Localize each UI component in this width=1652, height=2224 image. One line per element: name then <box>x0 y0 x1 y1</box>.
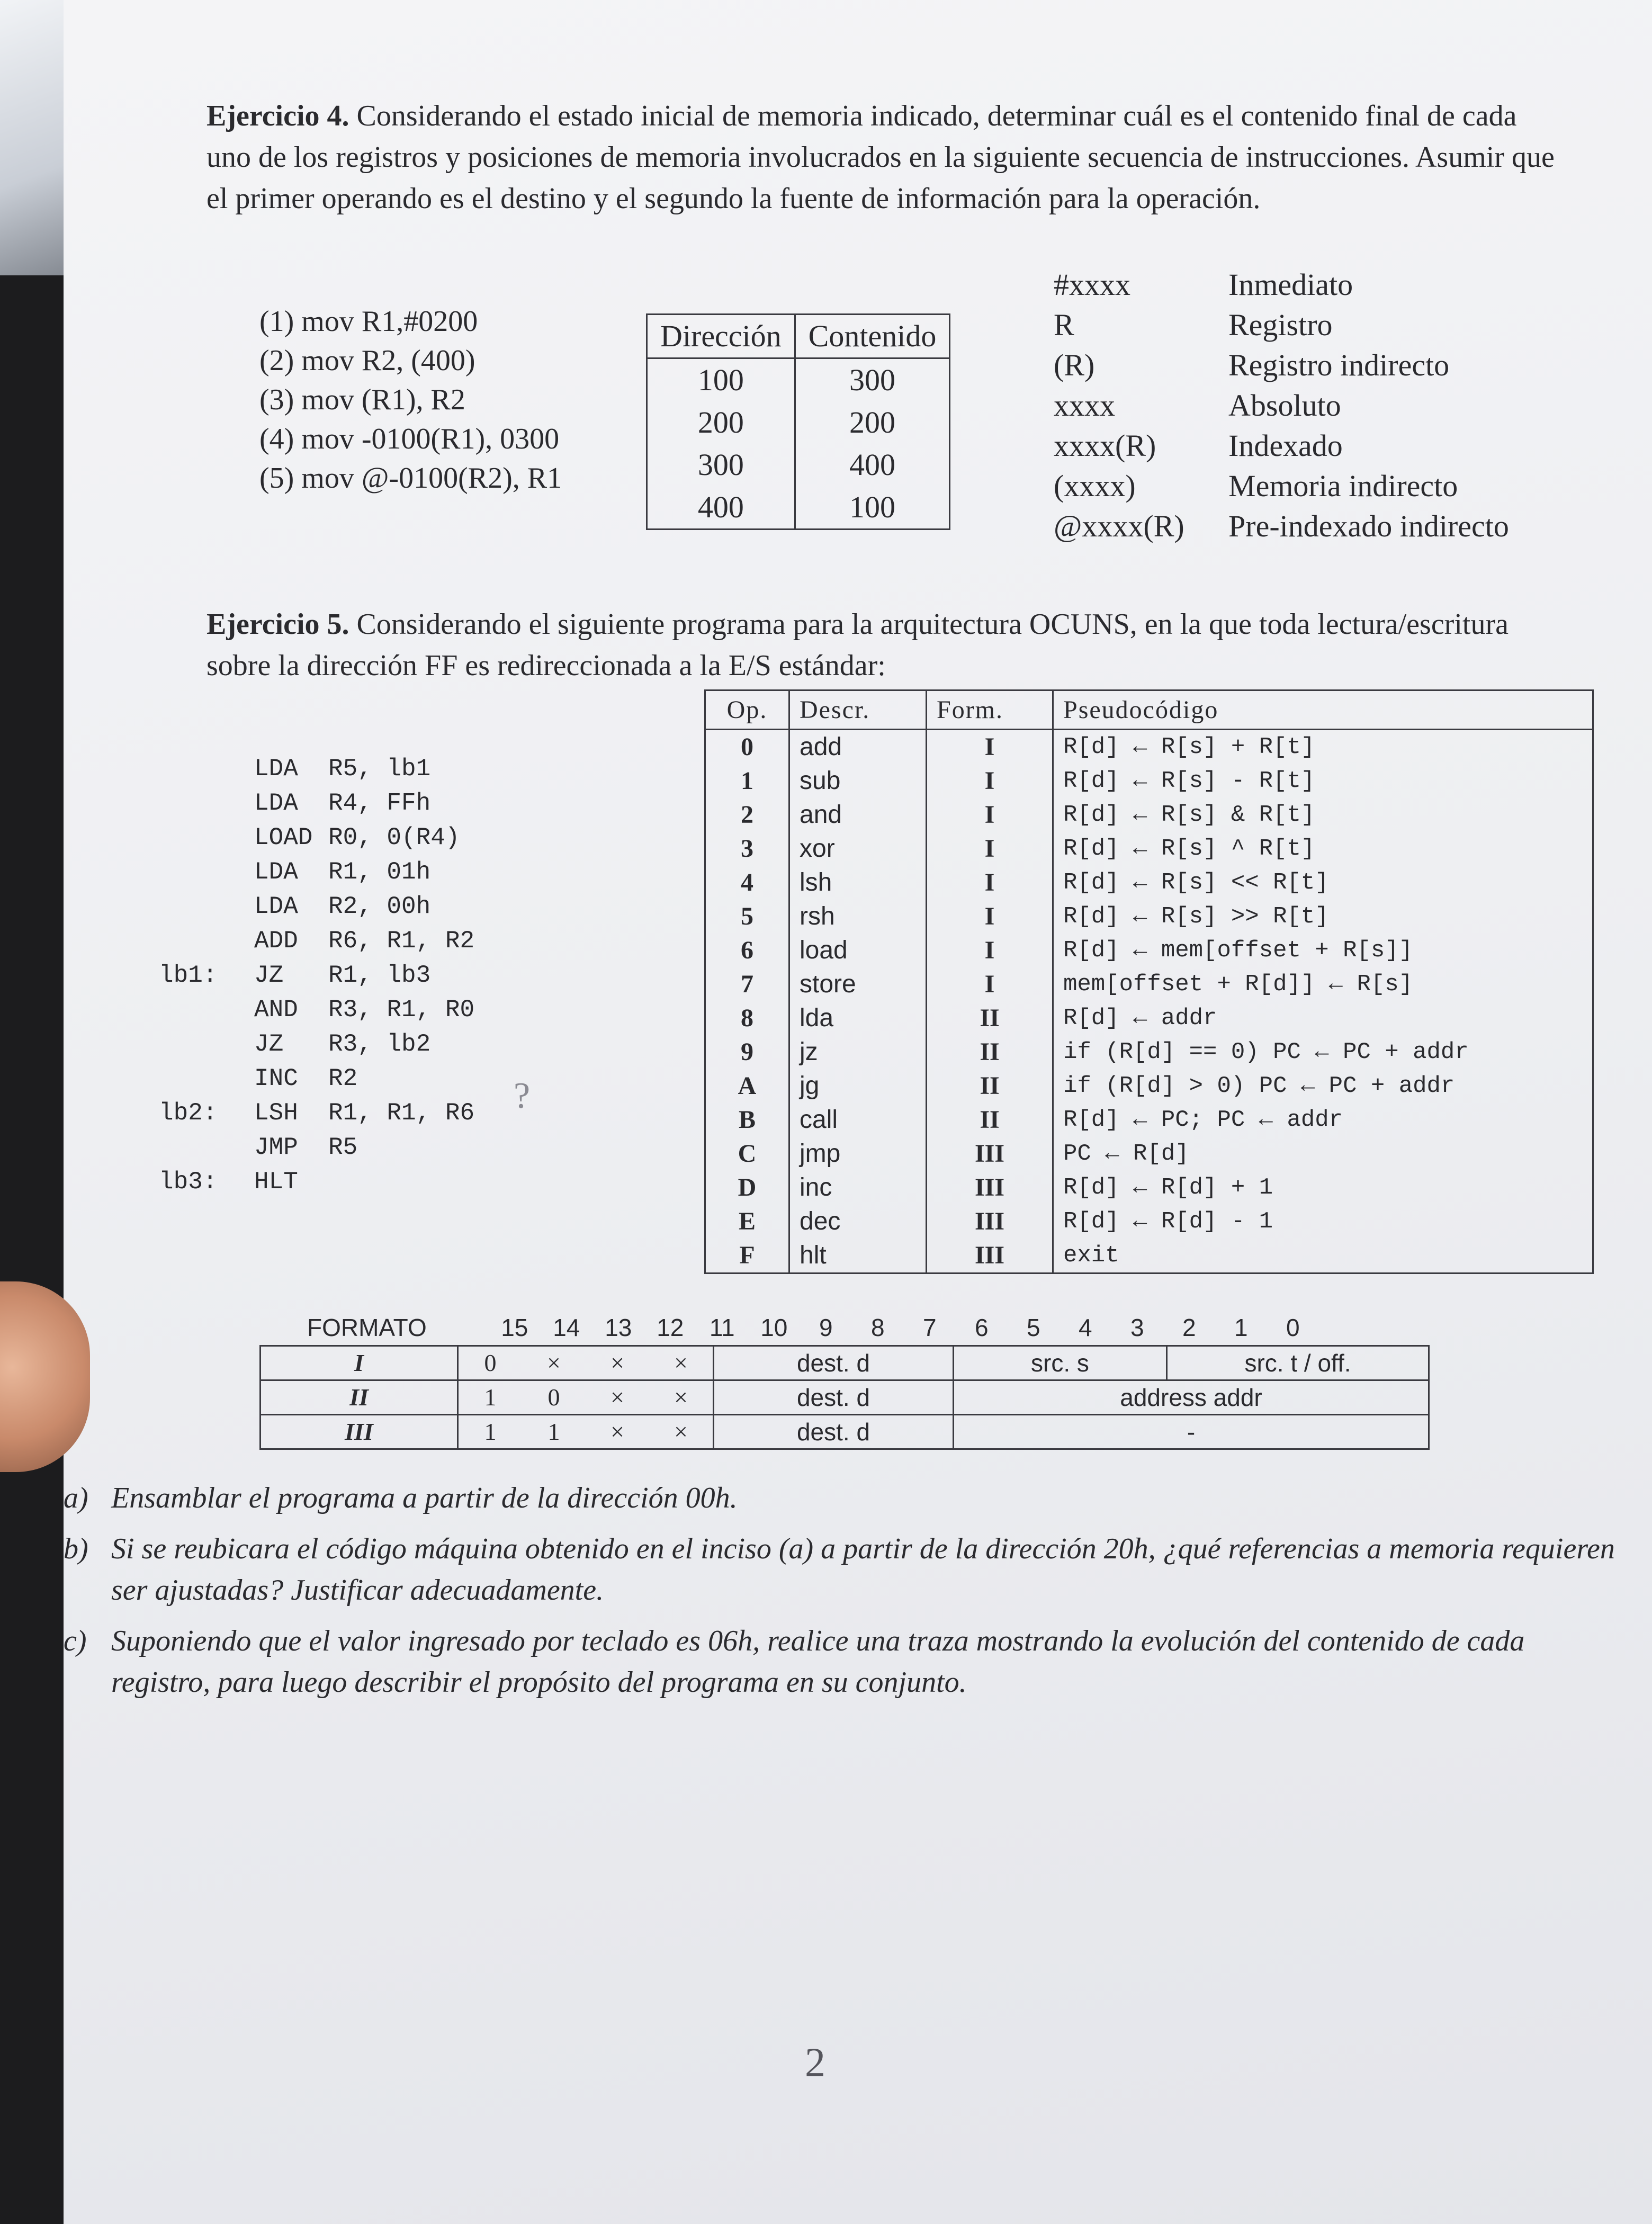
opcode-pseudocode: if (R[d] == 0) PC ← PC + addr <box>1053 1035 1593 1069</box>
format-name: III <box>261 1415 458 1449</box>
page-number: 2 <box>805 2039 825 2085</box>
opcode-format: III <box>927 1239 1053 1274</box>
mode-row <box>1054 345 1509 385</box>
line-args: R6, R1, R2 <box>328 927 475 955</box>
opcode-pseudocode: R[d] ← R[s] + R[t] <box>1053 730 1593 765</box>
line-args: R1, lb3 <box>328 962 431 989</box>
field-dest: dest. d <box>714 1346 954 1380</box>
opcode-description: jmp <box>789 1137 927 1171</box>
program-line <box>159 993 474 1027</box>
opcode-pseudocode: R[d] ← PC; PC ← addr <box>1053 1103 1593 1137</box>
opcode-format: III <box>927 1171 1053 1205</box>
opcode-format: I <box>927 866 1053 900</box>
opcode-value: A <box>705 1069 789 1103</box>
line-op: JZ <box>254 962 284 989</box>
line-op: JMP <box>254 1134 298 1161</box>
memory-table <box>646 313 950 530</box>
line-args: R0, 0(R4) <box>328 824 460 851</box>
program-line <box>159 1062 474 1096</box>
bit-number: 8 <box>870 1314 885 1341</box>
exercise-4-text: Considerando el estado inicial de memoria indicado, determinar cuál es el contenido final de cada uno de los registros y posiciones de memoria involucrados en la siguiente secuencia de instrucciones. Asumir que el primer operando es el destino y el segundo la fuente de información para la operación. <box>206 100 1555 215</box>
mode-notation: R <box>1054 308 1074 342</box>
opcode-pseudocode: R[d] ← mem[offset + R[s]] <box>1053 934 1593 967</box>
line-op: INC <box>254 1065 298 1092</box>
mode-name: Registro indirecto <box>1228 348 1450 382</box>
opcode-description: jz <box>789 1035 927 1069</box>
opcode-description: load <box>789 934 927 967</box>
line-op: AND <box>254 996 298 1024</box>
bit-number: 3 <box>1130 1314 1144 1341</box>
opcode-value: 2 <box>705 798 789 832</box>
opcode-description: rsh <box>789 900 927 934</box>
opcode-table <box>704 689 1594 1274</box>
bit-15: 1 <box>458 1380 523 1415</box>
memory-header-address: Dirección <box>647 315 795 358</box>
bit-15: 0 <box>458 1346 523 1380</box>
line-op: LSH <box>254 1099 298 1127</box>
line-label: lb3: <box>159 1168 218 1196</box>
memory-content: 100 <box>795 486 950 530</box>
question-text: Si se reubicara el código máquina obtenido en el inciso (a) a partir de la dirección 20h, ¿qué referencias a memoria requieren ser ajustadas? Justificar adecuadamente. <box>111 1532 1615 1607</box>
opcode-description: add <box>789 730 927 765</box>
opcode-format: III <box>927 1137 1053 1171</box>
opcode-row <box>705 866 1593 900</box>
mode-notation: xxxx <box>1054 388 1115 423</box>
opcode-description: lda <box>789 1001 927 1035</box>
memory-content: 200 <box>795 401 950 444</box>
line-op: LDA <box>254 790 298 817</box>
bit-number: 15 <box>501 1314 528 1341</box>
opcode-format: II <box>927 1103 1053 1137</box>
opcode-row <box>705 730 1593 765</box>
opcode-pseudocode: R[d] ← R[d] + 1 <box>1053 1171 1593 1205</box>
opcode-description: hlt <box>789 1239 927 1274</box>
format-name: II <box>261 1380 458 1415</box>
program-line <box>159 1165 474 1199</box>
opcode-format: I <box>927 967 1053 1001</box>
opcode-format: II <box>927 1035 1053 1069</box>
exercise-5-heading: Ejercicio 5. <box>206 608 349 641</box>
opcode-pseudocode: PC ← R[d] <box>1053 1137 1593 1171</box>
opcode-value: 1 <box>705 764 789 798</box>
line-args: R1, 01h <box>328 858 431 886</box>
memory-address: 300 <box>647 444 795 486</box>
line-op: ADD <box>254 927 298 955</box>
opcode-format: II <box>927 1069 1053 1103</box>
format-row-III <box>261 1415 1429 1449</box>
line-args: R2 <box>328 1065 358 1092</box>
instruction-3: (3) mov (R1), R2 <box>259 383 465 416</box>
opcode-description: jg <box>789 1069 927 1103</box>
format-row-I <box>261 1346 1429 1380</box>
memory-row <box>647 486 950 530</box>
bit-number: 7 <box>922 1314 937 1341</box>
bit-12: × <box>649 1380 714 1415</box>
opcode-description: and <box>789 798 927 832</box>
opcode-row <box>705 1239 1593 1274</box>
bit-number: 6 <box>974 1314 989 1341</box>
bit-12: × <box>649 1346 714 1380</box>
format-bits-header <box>307 1313 1319 1342</box>
program-line <box>159 924 474 958</box>
mode-row <box>1054 426 1509 466</box>
opcode-header-op: Op. <box>705 690 789 730</box>
opcode-rows <box>705 730 1593 1274</box>
opcode-description: lsh <box>789 866 927 900</box>
question-text: Suponiendo que el valor ingresado por teclado es 06h, realice una traza mostrando la evolución del contenido de cada registro, para luego describir el propósito del programa en su conjunto. <box>111 1625 1525 1699</box>
opcode-description: store <box>789 967 927 1001</box>
opcode-pseudocode: exit <box>1053 1239 1593 1274</box>
memory-address: 100 <box>647 358 795 402</box>
field-address: address addr <box>954 1380 1429 1415</box>
opcode-row <box>705 798 1593 832</box>
format-name: I <box>261 1346 458 1380</box>
bit-number: 10 <box>760 1314 788 1341</box>
line-op: LDA <box>254 858 298 886</box>
line-op: LOAD <box>254 824 313 851</box>
opcode-row <box>705 1069 1593 1103</box>
margin-question-mark: ? <box>514 1075 531 1116</box>
bit-numbers <box>489 1314 1319 1341</box>
bit-number: 13 <box>605 1314 632 1341</box>
format-title: FORMATO <box>307 1314 427 1341</box>
memory-content: 400 <box>795 444 950 486</box>
opcode-value: 4 <box>705 866 789 900</box>
opcode-row <box>705 764 1593 798</box>
assembly-program <box>159 752 474 1199</box>
opcode-pseudocode: R[d] ← addr <box>1053 1001 1593 1035</box>
opcode-pseudocode: R[d] ← R[s] >> R[t] <box>1053 900 1593 934</box>
bit-13: × <box>586 1415 649 1449</box>
bit-number: 4 <box>1078 1314 1092 1341</box>
mode-notation: @xxxx(R) <box>1054 509 1184 543</box>
memory-address: 400 <box>647 486 795 530</box>
opcode-value: 7 <box>705 967 789 1001</box>
opcode-value: E <box>705 1205 789 1239</box>
memory-address: 200 <box>647 401 795 444</box>
question-c <box>64 1620 1631 1703</box>
opcode-value: B <box>705 1103 789 1137</box>
exercise-4-statement <box>206 95 1562 219</box>
bit-number: 9 <box>819 1314 833 1341</box>
mode-notation: xxxx(R) <box>1054 428 1156 463</box>
opcode-value: C <box>705 1137 789 1171</box>
opcode-row <box>705 1171 1593 1205</box>
field-dest: dest. d <box>714 1415 954 1449</box>
opcode-value: D <box>705 1171 789 1205</box>
exam-page <box>64 0 1652 2224</box>
bit-13: × <box>586 1380 649 1415</box>
bit-number: 11 <box>709 1314 735 1341</box>
opcode-pseudocode: mem[offset + R[d]] ← R[s] <box>1053 967 1593 1001</box>
opcode-header-form: Form. <box>927 690 1053 730</box>
opcode-format: III <box>927 1205 1053 1239</box>
program-line <box>159 821 474 855</box>
opcode-description: xor <box>789 832 927 866</box>
opcode-description: sub <box>789 764 927 798</box>
opcode-description: inc <box>789 1171 927 1205</box>
format-row-II <box>261 1380 1429 1415</box>
question-a <box>64 1477 1631 1519</box>
bit-number: 0 <box>1286 1314 1300 1341</box>
program-line <box>159 1131 474 1165</box>
memory-row <box>647 444 950 486</box>
opcode-pseudocode: R[d] ← R[s] << R[t] <box>1053 866 1593 900</box>
opcode-description: call <box>789 1103 927 1137</box>
exercise-4-heading: Ejercicio 4. <box>206 100 349 132</box>
opcode-pseudocode: R[d] ← R[s] & R[t] <box>1053 798 1593 832</box>
opcode-description: dec <box>789 1205 927 1239</box>
memory-row <box>647 401 950 444</box>
memory-header-content: Contenido <box>795 315 950 358</box>
mode-notation: (xxxx) <box>1054 469 1136 503</box>
field-src: src. s <box>954 1346 1167 1380</box>
line-args: R3, lb2 <box>328 1030 431 1058</box>
bit-number: 5 <box>1026 1314 1040 1341</box>
question-b <box>64 1528 1631 1611</box>
opcode-value: 6 <box>705 934 789 967</box>
line-op: HLT <box>254 1168 298 1196</box>
mode-row <box>1054 506 1509 546</box>
question-letter: a) <box>64 1482 88 1514</box>
exercise-5-text: Considerando el siguiente programa para la arquitectura OCUNS, en la que toda lectura/escritura sobre la dirección FF es redireccionada a la E/S estándar: <box>206 608 1509 682</box>
bit-number: 14 <box>553 1314 580 1341</box>
addressing-modes <box>1054 265 1509 546</box>
instruction-4: (4) mov -0100(R1), 0300 <box>259 423 560 455</box>
question-letter: b) <box>64 1532 88 1565</box>
opcode-format: I <box>927 798 1053 832</box>
opcode-row <box>705 900 1593 934</box>
line-args: R1, R1, R6 <box>328 1099 475 1127</box>
mode-name: Inmediato <box>1228 267 1353 302</box>
mode-row <box>1054 385 1509 426</box>
program-line <box>159 958 474 993</box>
instruction-2: (2) mov R2, (400) <box>259 344 475 377</box>
bit-12: × <box>649 1415 714 1449</box>
mode-name: Registro <box>1228 308 1333 342</box>
opcode-row <box>705 1137 1593 1171</box>
line-args: R3, R1, R0 <box>328 996 475 1024</box>
bit-number: 2 <box>1182 1314 1196 1341</box>
mode-row <box>1054 265 1509 305</box>
opcode-format: II <box>927 1001 1053 1035</box>
opcode-row <box>705 832 1593 866</box>
mode-name: Indexado <box>1228 428 1343 463</box>
opcode-value: 9 <box>705 1035 789 1069</box>
opcode-value: 5 <box>705 900 789 934</box>
opcode-format: I <box>927 832 1053 866</box>
opcode-format: I <box>927 730 1053 765</box>
memory-content: 300 <box>795 358 950 402</box>
opcode-row <box>705 1205 1593 1239</box>
opcode-format: I <box>927 934 1053 967</box>
bit-14: × <box>522 1346 586 1380</box>
program-line <box>159 1096 474 1131</box>
question-letter: c) <box>64 1625 87 1657</box>
program-line <box>159 752 474 786</box>
field-dest: dest. d <box>714 1380 954 1415</box>
mode-name: Memoria indirecto <box>1228 469 1458 503</box>
opcode-format: I <box>927 764 1053 798</box>
line-label: lb2: <box>159 1099 218 1127</box>
bit-number: 12 <box>657 1314 684 1341</box>
opcode-value: F <box>705 1239 789 1274</box>
line-args: R2, 00h <box>328 893 431 920</box>
opcode-value: 8 <box>705 1001 789 1035</box>
opcode-header-pseudocode: Pseudocódigo <box>1053 690 1593 730</box>
bit-14: 1 <box>522 1415 586 1449</box>
opcode-pseudocode: R[d] ← R[d] - 1 <box>1053 1205 1593 1239</box>
program-line <box>159 855 474 890</box>
opcode-row <box>705 967 1593 1001</box>
opcode-row <box>705 934 1593 967</box>
bit-number: 1 <box>1234 1314 1248 1341</box>
mode-notation: (R) <box>1054 348 1095 382</box>
instruction-1: (1) mov R1,#0200 <box>259 305 478 338</box>
mode-notation: #xxxx <box>1054 267 1130 302</box>
question-text: Ensamblar el programa a partir de la dirección 00h. <box>111 1482 738 1514</box>
format-table <box>259 1345 1430 1450</box>
opcode-pseudocode: R[d] ← R[s] ^ R[t] <box>1053 832 1593 866</box>
bit-15: 1 <box>458 1415 523 1449</box>
bit-13: × <box>586 1346 649 1380</box>
opcode-header-descr: Descr. <box>789 690 927 730</box>
mode-row <box>1054 466 1509 506</box>
opcode-format: I <box>927 900 1053 934</box>
line-args: R4, FFh <box>328 790 431 817</box>
opcode-row <box>705 1103 1593 1137</box>
opcode-pseudocode: if (R[d] > 0) PC ← PC + addr <box>1053 1069 1593 1103</box>
mode-name: Pre-indexado indirecto <box>1228 509 1509 543</box>
program-line <box>159 786 474 821</box>
program-line <box>159 890 474 924</box>
opcode-row <box>705 1001 1593 1035</box>
line-op: JZ <box>254 1030 284 1058</box>
line-op: LDA <box>254 755 298 783</box>
instruction-5: (5) mov @-0100(R2), R1 <box>259 462 562 495</box>
opcode-value: 3 <box>705 832 789 866</box>
line-args: R5, lb1 <box>328 755 431 783</box>
opcode-row <box>705 1035 1593 1069</box>
opcode-pseudocode: R[d] ← R[s] - R[t] <box>1053 764 1593 798</box>
instruction-list <box>259 302 562 498</box>
line-args: R5 <box>328 1134 358 1161</box>
line-label: lb1: <box>159 962 218 989</box>
bit-14: 0 <box>522 1380 586 1415</box>
program-line <box>159 1027 474 1062</box>
questions <box>64 1477 1631 1703</box>
mode-row <box>1054 305 1509 345</box>
memory-row <box>647 358 950 402</box>
opcode-value: 0 <box>705 730 789 765</box>
field-unused: - <box>954 1415 1429 1449</box>
line-op: LDA <box>254 893 298 920</box>
mode-name: Absoluto <box>1228 388 1341 423</box>
field-src-t-off: src. t / off. <box>1167 1346 1429 1380</box>
exercise-5-statement <box>206 604 1562 686</box>
